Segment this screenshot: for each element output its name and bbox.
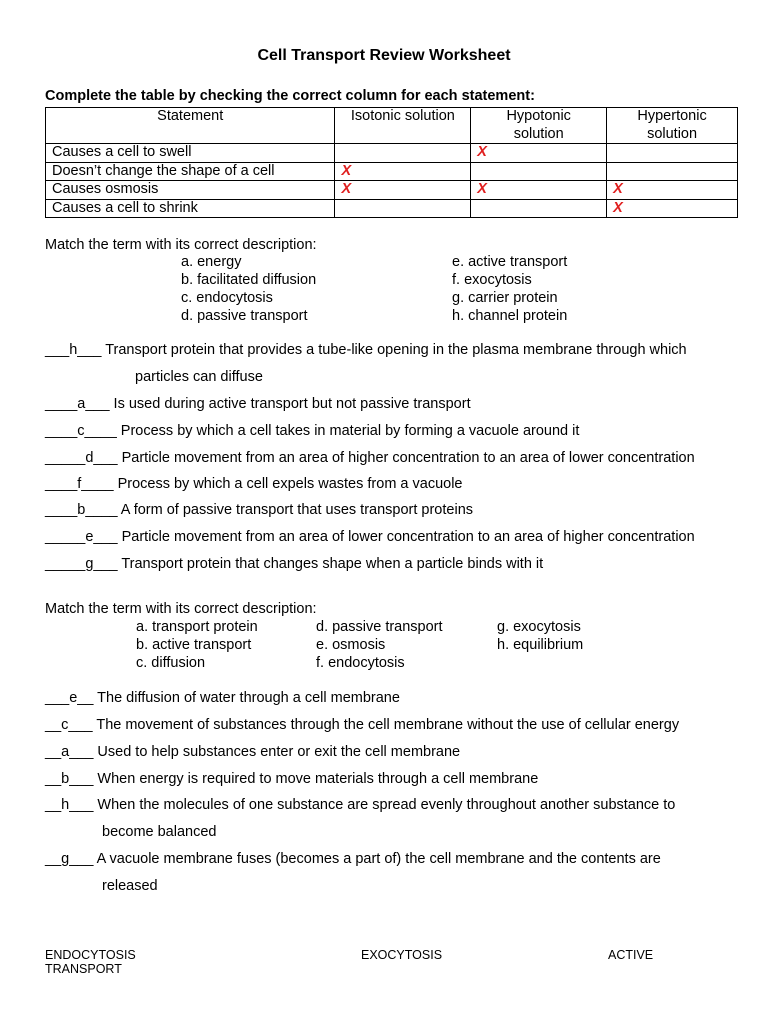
row-statement: Doesn’t change the shape of a cell bbox=[46, 162, 335, 181]
row-statement: Causes a cell to swell bbox=[46, 144, 335, 163]
term-item: a. energy bbox=[181, 254, 242, 270]
footer-word: ENDOCYTOSIS bbox=[45, 948, 136, 962]
hypertonic-check bbox=[607, 162, 738, 181]
table-header-row bbox=[46, 108, 738, 144]
table-row bbox=[46, 144, 738, 163]
match-question-continuation: become balanced bbox=[102, 824, 217, 840]
term-item: g. exocytosis bbox=[497, 619, 581, 635]
footer-middle: EXOCYTOSIS bbox=[361, 948, 443, 962]
isotonic-check: X bbox=[335, 181, 471, 200]
section2-terms-col2 bbox=[316, 618, 443, 672]
section1-terms-right bbox=[452, 253, 567, 325]
hypotonic-check bbox=[471, 162, 607, 181]
match-question: __c___ The movement of substances through the cell membrane without the use of cellular energy bbox=[45, 717, 680, 733]
solution-table bbox=[45, 107, 738, 218]
header-hypotonic-line1: Hypotonic bbox=[506, 108, 571, 124]
term-item: c. endocytosis bbox=[181, 290, 273, 306]
term-item: a. transport protein bbox=[136, 619, 258, 635]
term-item: h. channel protein bbox=[452, 308, 568, 324]
footer-word: TRANSPORT bbox=[45, 962, 122, 976]
match-question: __h___ When the molecules of one substance are spread evenly throughout another substance to bbox=[45, 797, 676, 813]
match-question: __a___ Used to help substances enter or exit the cell membrane bbox=[45, 744, 461, 760]
header-hypotonic bbox=[471, 108, 607, 144]
page-title: Cell Transport Review Worksheet bbox=[257, 47, 511, 64]
section2-terms-col1 bbox=[136, 618, 258, 672]
table-instruction: Complete the table by checking the correct column for each statement: bbox=[45, 88, 535, 104]
isotonic-check: X bbox=[335, 162, 471, 181]
header-hypertonic bbox=[607, 108, 738, 144]
hypertonic-check bbox=[607, 144, 738, 163]
term-item: c. diffusion bbox=[136, 655, 206, 671]
term-item: d. passive transport bbox=[181, 308, 308, 324]
table-row bbox=[46, 181, 738, 200]
header-hypertonic-line1: Hypertonic bbox=[637, 108, 707, 124]
table-row bbox=[46, 162, 738, 181]
match-question: _____e___ Particle movement from an area of lower concentration to an area of higher concentration bbox=[45, 529, 695, 545]
match-question-continuation: particles can diffuse bbox=[135, 369, 263, 385]
section2-heading: Match the term with its correct description: bbox=[45, 601, 317, 617]
section1-heading: Match the term with its correct description: bbox=[45, 237, 317, 253]
hypotonic-check bbox=[471, 199, 607, 218]
term-item: e. active transport bbox=[452, 254, 568, 270]
match-question: ___e__ The diffusion of water through a cell membrane bbox=[45, 690, 400, 706]
header-isotonic: Isotonic solution bbox=[335, 108, 471, 144]
match-question: ___h___ Transport protein that provides a tube-like opening in the plasma membrane through which bbox=[45, 342, 687, 358]
header-statement: Statement bbox=[46, 108, 335, 144]
row-statement: Causes a cell to shrink bbox=[46, 199, 335, 218]
match-question: __g___ A vacuole membrane fuses (becomes a part of) the cell membrane and the contents are bbox=[45, 851, 661, 867]
match-question: ____a___ Is used during active transport but not passive transport bbox=[45, 396, 471, 412]
term-item: f. exocytosis bbox=[452, 272, 532, 288]
hypertonic-check: X bbox=[607, 181, 738, 200]
row-statement: Causes osmosis bbox=[46, 181, 335, 200]
term-item: b. active transport bbox=[136, 637, 252, 653]
section2-terms-col3 bbox=[497, 618, 583, 654]
table-row bbox=[46, 199, 738, 218]
term-item: f. endocytosis bbox=[316, 655, 405, 671]
header-hypotonic-line2: solution bbox=[513, 125, 564, 142]
header-hypertonic-line2: solution bbox=[647, 125, 698, 142]
match-question: ____c____ Process by which a cell takes in material by forming a vacuole around it bbox=[45, 423, 580, 439]
match-question-continuation: released bbox=[102, 878, 158, 894]
match-question: _____d___ Particle movement from an area of higher concentration to an area of lower concentration bbox=[45, 450, 695, 466]
term-item: e. osmosis bbox=[316, 637, 386, 653]
match-question: ____f____ Process by which a cell expels wastes from a vacuole bbox=[45, 476, 463, 492]
term-item: d. passive transport bbox=[316, 619, 443, 635]
isotonic-check bbox=[335, 144, 471, 163]
term-item: g. carrier protein bbox=[452, 290, 558, 306]
section1-terms-left bbox=[181, 253, 316, 325]
footer-left bbox=[45, 948, 136, 976]
hypotonic-check: X bbox=[471, 181, 607, 200]
term-item: h. equilibrium bbox=[497, 637, 584, 653]
match-question: _____g___ Transport protein that changes shape when a particle binds with it bbox=[45, 556, 544, 572]
term-item: b. facilitated diffusion bbox=[181, 272, 317, 288]
match-question: __b___ When energy is required to move materials through a cell membrane bbox=[45, 771, 539, 787]
hypertonic-check: X bbox=[607, 199, 738, 218]
footer-right: ACTIVE bbox=[608, 948, 654, 962]
hypotonic-check: X bbox=[471, 144, 607, 163]
isotonic-check bbox=[335, 199, 471, 218]
match-question: ____b____ A form of passive transport that uses transport proteins bbox=[45, 502, 474, 518]
